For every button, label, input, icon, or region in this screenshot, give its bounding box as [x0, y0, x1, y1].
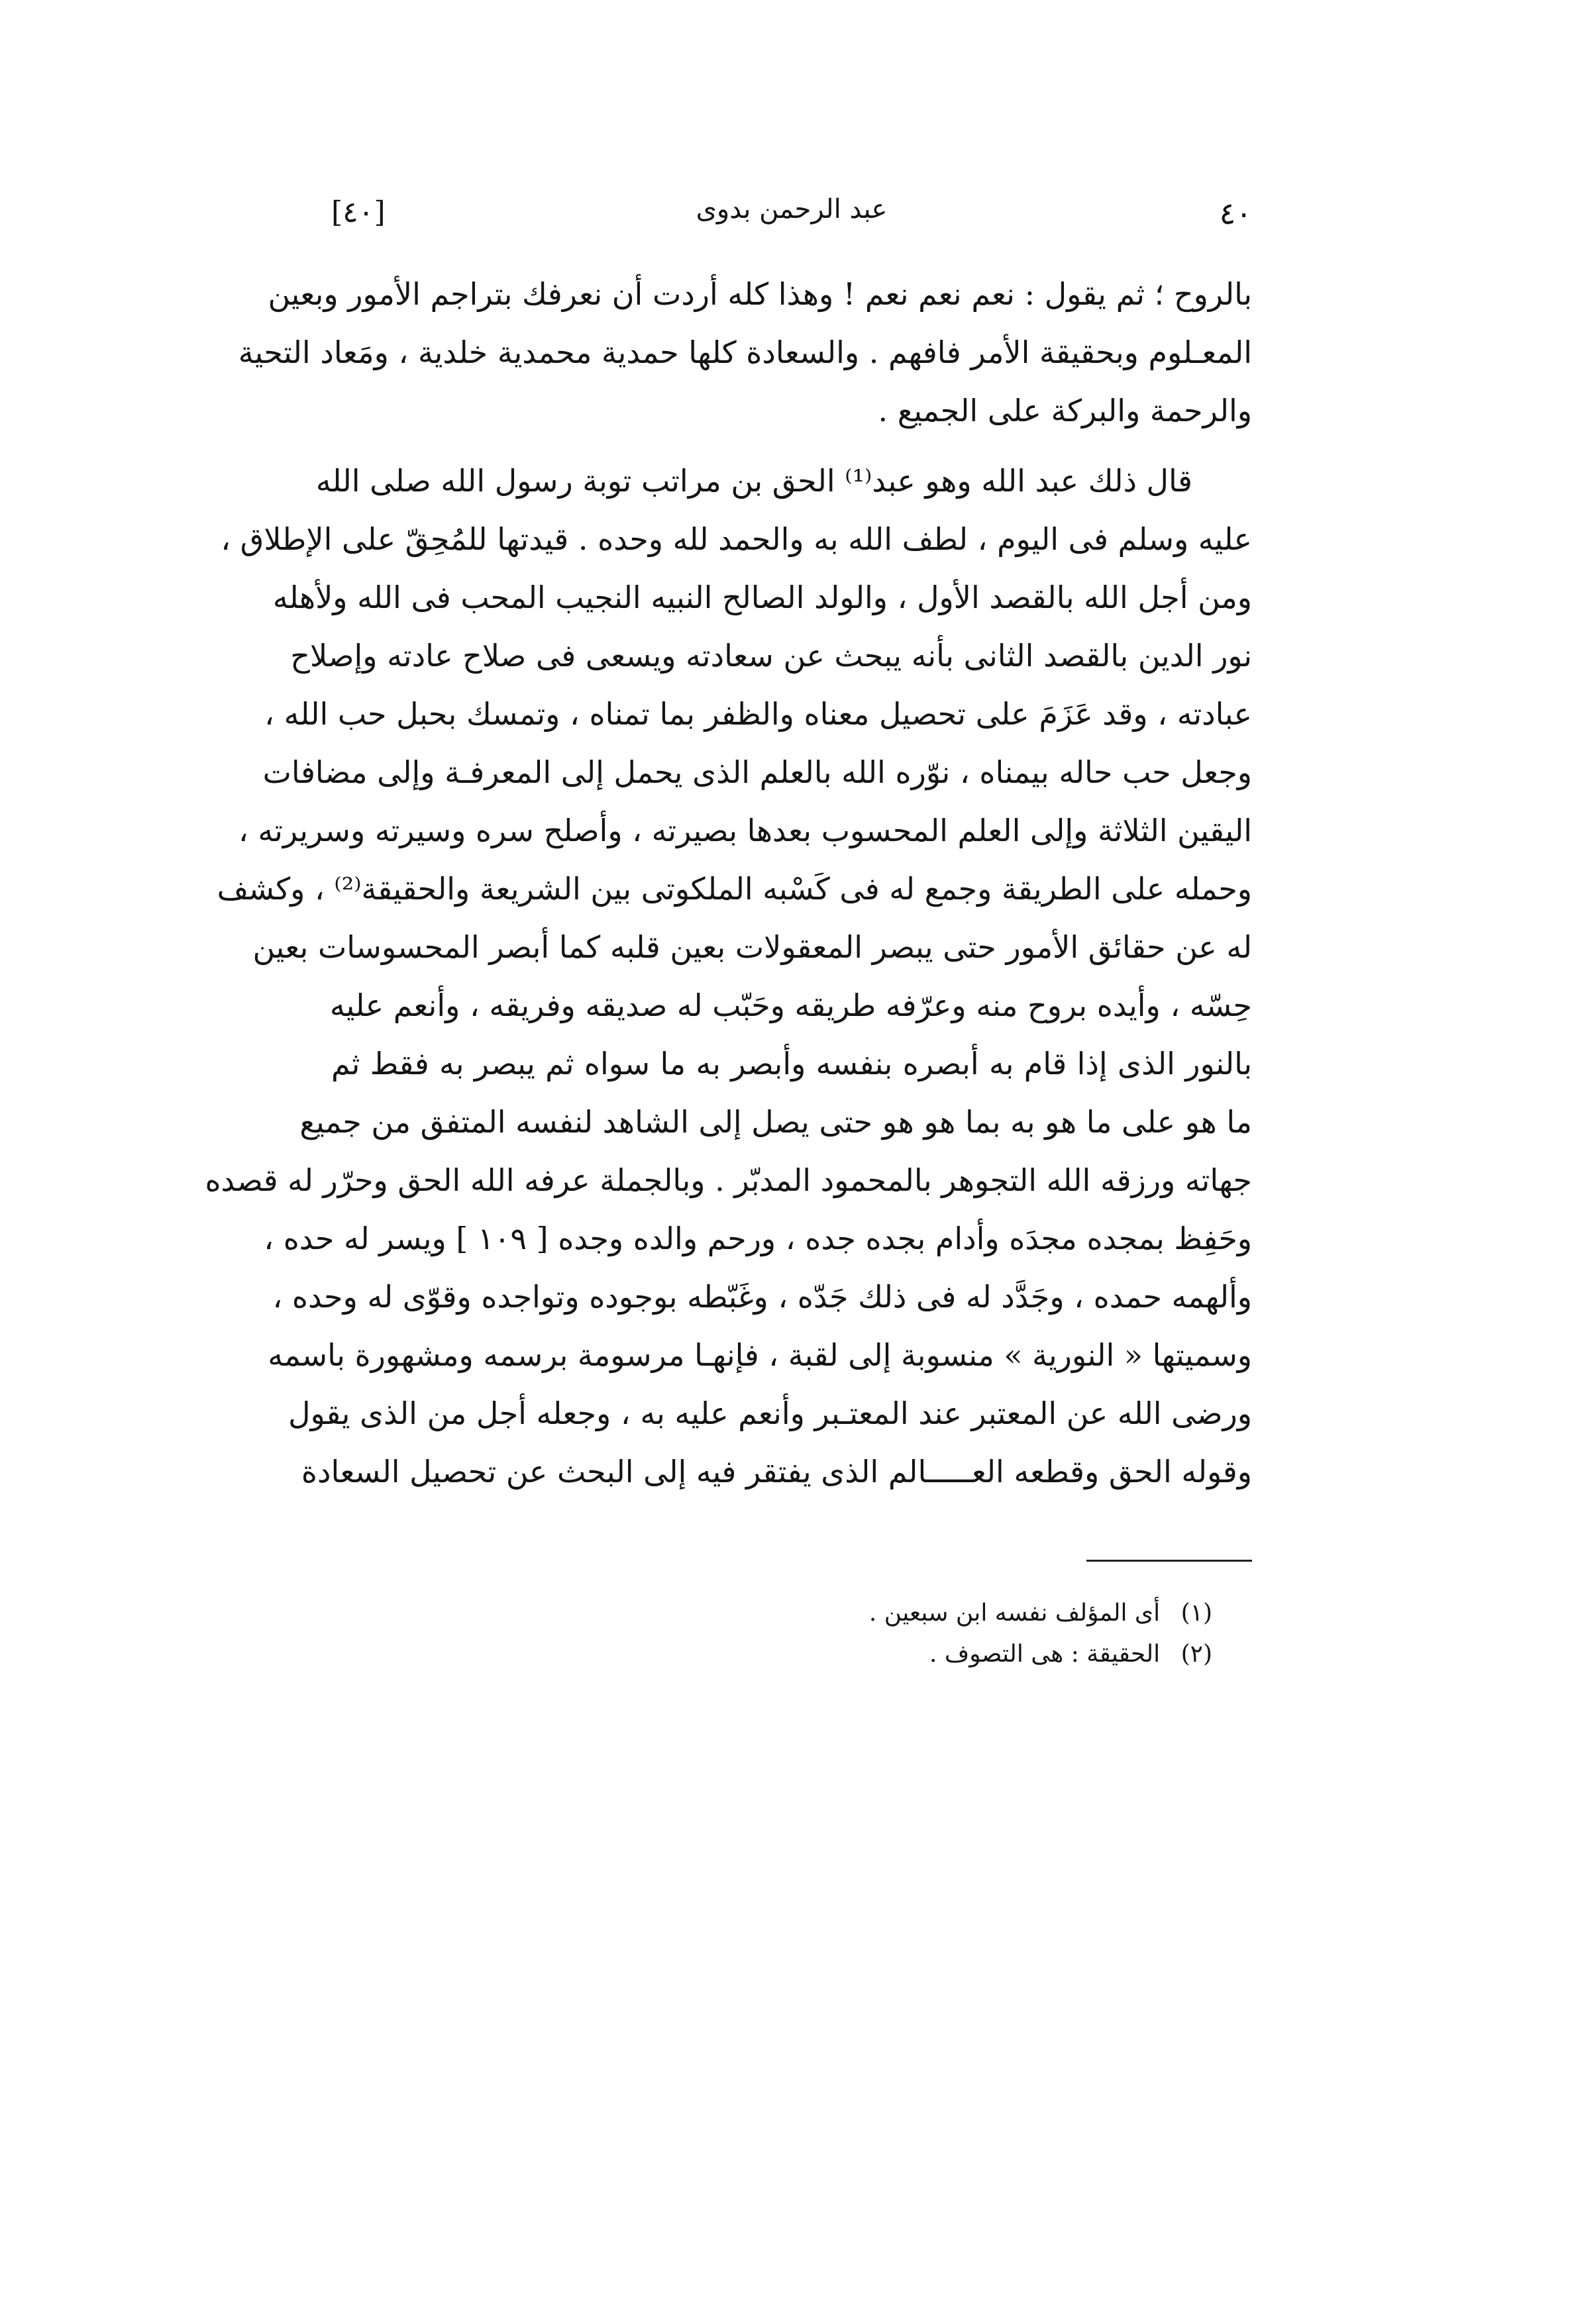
paragraph-1	[238, 265, 1252, 440]
text-line: جهاته ورزقه الله التجوهر بالمحمود المدبّر . وبالجملة عرفه الله الحق وحرّر له قصده	[205, 1162, 1252, 1198]
text-line: ورضى الله عن المعتبر عند المعتـبر وأنعم عليه به ، وجعله أجل من الذى يقول	[288, 1395, 1252, 1431]
running-title: عبد الرحمن بدوى	[696, 194, 888, 225]
text-line: حِسّه ، وأيده بروح منه وعرّفه طريقه وحَبّب له صديقه وفريقه ، وأنعم عليه	[329, 987, 1252, 1023]
body-text	[205, 265, 1252, 1501]
page-number: ٤٠	[1219, 195, 1252, 231]
paragraph-2	[205, 452, 1252, 1501]
paragraph-gap	[331, 440, 1252, 452]
text-line: عليه وسلم فى اليوم ، لطف الله به والحمد لله وحده . قيدتها للمُحِقّ على الإطلاق ،	[221, 521, 1252, 557]
page-header	[331, 189, 1252, 248]
text-line: عبادته ، وقد عَزَمَ على تحصيل معناه والظفر بما تمناه ، وتمسك بحبل حب الله ،	[264, 696, 1252, 732]
text-line: نور الدين بالقصد الثانى بأنه يبحث عن سعادته ويسعى فى صلاح عادته وإصلاح	[290, 638, 1252, 674]
footnote-number: (١)	[1180, 1599, 1212, 1627]
footnote-text: الحقيقة : هى التصوف .	[929, 1641, 1161, 1668]
footnote-2	[331, 1634, 1252, 1675]
footnote-number: (٢)	[1180, 1641, 1212, 1668]
text-line: بالروح ؛ ثم يقول : نعم نعم نعم ! وهذا كله أردت أن نعرفك بتراجم الأمور وبعين	[268, 276, 1252, 312]
text-line: والرحمة والبركة على الجميع .	[878, 393, 1252, 429]
text-line: وألهمه حمده ، وجَدَّد له فى ذلك جَدّه ، وغَبّطه بوجوده وتواجده وقوّى له وحده ،	[272, 1279, 1252, 1315]
text-line: وحَفِظ بمجده مجدَه وأدام بجده جده ، ورحم والده وجده [ ١٠٩ ] ويسر له حده ،	[264, 1221, 1252, 1256]
footnote-separator	[1086, 1560, 1252, 1562]
text-line: ما هو على ما هو به بما هو هو حتى يصل إلى الشاهد لنفسه المتفق من جميع	[299, 1104, 1252, 1140]
text-line: له عن حقائق الأمور حتى يبصر المعقولات بعين قلبه كما أبصر المحسوسات بعين	[252, 929, 1252, 965]
text-line: ومن أجل الله بالقصد الأول ، والولد الصالح النبيه النجيب المحب فى الله ولأهله	[272, 580, 1252, 615]
original-page-number: [٤٠]	[331, 195, 386, 229]
text-line: وحمله على الطريقة وجمع له فى كَسْبه الملكوتى بين الشريعة والحقيقة⁽²⁾ ، وكشف	[217, 871, 1252, 907]
footnote-1	[331, 1593, 1252, 1634]
text-line: اليقين الثلاثة وإلى العلم المحسوب بعدها بصيرته ، وأصلح سره وسيرته وسريرته ،	[238, 813, 1252, 848]
text-line: وقوله الحق وقطعه العـــــالم الذى يفتقر فيه إلى البحث عن تحصيل السعادة	[301, 1454, 1252, 1490]
text-line: المعـلوم وبحقيقة الأمر فافهم . والسعادة كلها حمدية محمدية خلدية ، ومَعاد التحية	[238, 334, 1252, 370]
text-line: بالنور الذى إذا قام به أبصره بنفسه وأبصر به ما سواه ثم يبصر به فقط ثم	[331, 1046, 1252, 1082]
text-line: قال ذلك عبد الله وهو عبد⁽¹⁾ الحق بن مراتب توبة رسول الله صلى الله	[315, 463, 1192, 499]
text-line: وسميتها « النورية » منسوبة إلى لقبة ، فإنهـا مرسومة برسمه ومشهورة باسمه	[268, 1337, 1252, 1373]
footnotes	[331, 1593, 1252, 1675]
footnote-text: أى المؤلف نفسه ابن سبعين .	[868, 1599, 1161, 1627]
text-line: وجعل حب حاله بيمناه ، نوّره الله بالعلم الذى يحمل إلى المعرفـة وإلى مضافات	[262, 754, 1252, 790]
